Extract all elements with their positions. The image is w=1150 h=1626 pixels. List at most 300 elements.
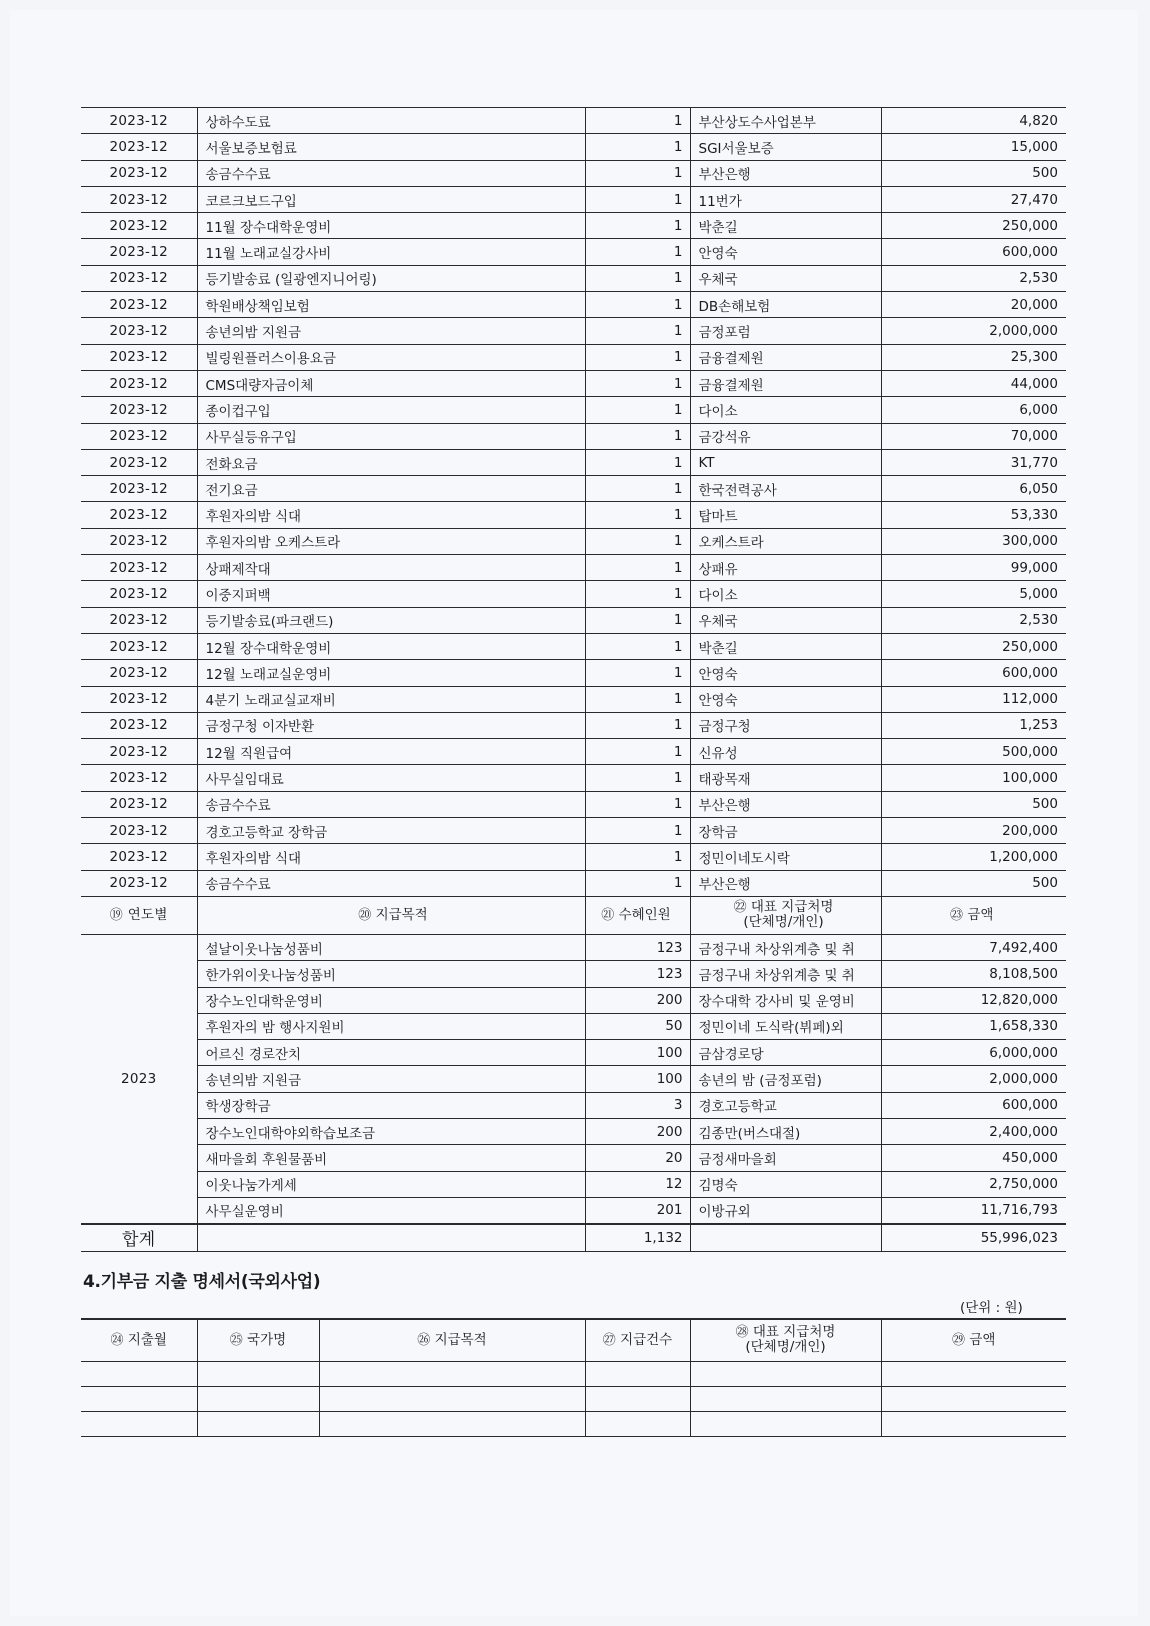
header-sublabel: (단체명/개인) — [743, 914, 824, 931]
purpose-cell: 송년의밤 지원금 — [197, 1066, 585, 1092]
table-row — [81, 791, 1066, 817]
table-row — [81, 476, 1066, 502]
date-cell: 2023-12 — [81, 397, 197, 423]
count-cell: 1 — [585, 239, 690, 265]
total-row — [81, 1224, 1066, 1252]
payee-cell: 금융결제원 — [690, 370, 881, 396]
purpose-cell: 11월 장수대학운영비 — [197, 213, 585, 239]
empty-cell — [81, 1386, 197, 1411]
purpose-cell: 등기발송료 (일광엔지니어링) — [197, 265, 585, 291]
payee-cell: 다이소 — [690, 397, 881, 423]
date-cell: 2023-12 — [81, 423, 197, 449]
count-cell: 1 — [585, 344, 690, 370]
header-number: ㉗ — [602, 1332, 616, 1348]
purpose-cell: 12월 장수대학운영비 — [197, 633, 585, 659]
count-cell: 1 — [585, 660, 690, 686]
overseas-expenditure-table — [81, 1318, 1066, 1437]
amount-cell: 450,000 — [881, 1145, 1066, 1171]
date-cell: 2023-12 — [81, 108, 197, 134]
table-row — [81, 961, 1066, 987]
empty-cell — [81, 1361, 197, 1386]
date-cell: 2023-12 — [81, 318, 197, 344]
amount-cell: 600,000 — [881, 1092, 1066, 1118]
payee-cell: 신유성 — [690, 739, 881, 765]
date-cell: 2023-12 — [81, 791, 197, 817]
table-row — [81, 370, 1066, 396]
header-label: 금액 — [969, 1331, 996, 1348]
empty-row — [81, 1411, 1066, 1436]
amount-cell: 1,253 — [881, 712, 1066, 738]
overseas-header-cell — [81, 1319, 197, 1361]
overseas-header-cell — [690, 1319, 881, 1361]
table-row — [81, 1118, 1066, 1144]
purpose-cell: 송금수수료 — [197, 870, 585, 896]
payee-cell: 김종만(버스대절) — [690, 1118, 881, 1144]
date-cell: 2023-12 — [81, 344, 197, 370]
header-label: 지출월 — [127, 1331, 167, 1348]
table-row — [81, 712, 1066, 738]
count-cell: 1 — [585, 844, 690, 870]
count-cell: 1 — [585, 555, 690, 581]
date-cell: 2023-12 — [81, 660, 197, 686]
header-number: ㉖ — [417, 1332, 431, 1348]
amount-cell: 6,000,000 — [881, 1040, 1066, 1066]
date-cell: 2023-12 — [81, 370, 197, 396]
payee-cell: 송년의 밤 (금정포럼) — [690, 1066, 881, 1092]
count-cell: 1 — [585, 370, 690, 396]
payee-cell: 오케스트라 — [690, 528, 881, 554]
header-label: 금액 — [967, 906, 994, 923]
amount-cell: 2,530 — [881, 265, 1066, 291]
empty-cell — [690, 1411, 881, 1436]
amount-cell: 4,820 — [881, 108, 1066, 134]
count-cell: 1 — [585, 712, 690, 738]
header-label: 연도별 — [127, 906, 168, 923]
table-row — [81, 1040, 1066, 1066]
header-label: 대표 지급처명 — [750, 899, 834, 916]
amount-cell: 6,000 — [881, 397, 1066, 423]
purpose-cell: 12월 노래교실운영비 — [197, 660, 585, 686]
date-cell: 2023-12 — [81, 449, 197, 475]
table-row — [81, 870, 1066, 896]
table-row — [81, 581, 1066, 607]
count-cell: 1 — [585, 397, 690, 423]
date-cell: 2023-12 — [81, 186, 197, 212]
payee-cell: 금정구청 — [690, 712, 881, 738]
empty-cell — [881, 1411, 1066, 1436]
payee-cell: 다이소 — [690, 581, 881, 607]
header-recipients — [585, 896, 690, 934]
amount-cell: 31,770 — [881, 449, 1066, 475]
payee-cell: 정민이네도시락 — [690, 844, 881, 870]
purpose-cell: 한가위이웃나눔성품비 — [197, 961, 585, 987]
empty-cell — [690, 1386, 881, 1411]
amount-cell: 500 — [881, 160, 1066, 186]
header-sublabel: (단체명/개인) — [745, 1339, 826, 1356]
payee-cell: 금강석유 — [690, 423, 881, 449]
payee-cell: 금정구내 차상위계층 및 취 — [690, 934, 881, 960]
purpose-cell: 금정구청 이자반환 — [197, 712, 585, 738]
amount-cell: 500,000 — [881, 739, 1066, 765]
amount-cell: 250,000 — [881, 213, 1066, 239]
table-row — [81, 660, 1066, 686]
payee-cell: 11번가 — [690, 186, 881, 212]
recipients-cell: 123 — [585, 934, 690, 960]
amount-cell: 1,658,330 — [881, 1013, 1066, 1039]
amount-cell: 2,000,000 — [881, 318, 1066, 344]
purpose-cell: 학원배상책임보험 — [197, 292, 585, 318]
payee-cell: 금정구내 차상위계층 및 취 — [690, 961, 881, 987]
table-row — [81, 397, 1066, 423]
amount-cell: 100,000 — [881, 765, 1066, 791]
date-cell: 2023-12 — [81, 555, 197, 581]
amount-cell: 2,530 — [881, 607, 1066, 633]
recipients-cell: 100 — [585, 1040, 690, 1066]
amount-cell: 8,108,500 — [881, 961, 1066, 987]
purpose-cell: 학생장학금 — [197, 1092, 585, 1118]
payee-cell: 안영숙 — [690, 686, 881, 712]
header-number: ㉔ — [110, 1332, 124, 1348]
purpose-cell: 상하수도료 — [197, 108, 585, 134]
count-cell: 1 — [585, 449, 690, 475]
header-label: 지급목적 — [375, 906, 428, 923]
amount-cell: 2,750,000 — [881, 1171, 1066, 1197]
date-cell: 2023-12 — [81, 265, 197, 291]
date-cell: 2023-12 — [81, 739, 197, 765]
count-cell: 1 — [585, 108, 690, 134]
table-row — [81, 844, 1066, 870]
purpose-cell: 4분기 노래교실교재비 — [197, 686, 585, 712]
purpose-cell: 이중지퍼백 — [197, 581, 585, 607]
purpose-cell: 서울보증보험료 — [197, 134, 585, 160]
table-row — [81, 633, 1066, 659]
header-number: ㉓ — [950, 907, 964, 923]
table-row — [81, 555, 1066, 581]
date-cell: 2023-12 — [81, 633, 197, 659]
recipients-cell: 200 — [585, 987, 690, 1013]
payee-cell: 태광목재 — [690, 765, 881, 791]
table-row — [81, 265, 1066, 291]
payee-cell: 부산상도수사업본부 — [690, 108, 881, 134]
payee-cell: 장수대학 강사비 및 운영비 — [690, 987, 881, 1013]
header-number: ㉕ — [229, 1332, 243, 1348]
overseas-header-cell — [319, 1319, 585, 1361]
purpose-cell: 전기요금 — [197, 476, 585, 502]
unit-note: (단위 : 원) — [960, 1300, 1023, 1316]
payee-cell: 금융결제원 — [690, 344, 881, 370]
purpose-cell: 12월 직원급여 — [197, 739, 585, 765]
purpose-cell: 전화요금 — [197, 449, 585, 475]
table-row — [81, 134, 1066, 160]
header-label: 국가명 — [247, 1331, 287, 1348]
table-row — [81, 1013, 1066, 1039]
amount-cell: 300,000 — [881, 528, 1066, 554]
table-row — [81, 239, 1066, 265]
section-title: 4.기부금 지출 명세서(국외사업) — [83, 1272, 321, 1292]
date-cell: 2023-12 — [81, 213, 197, 239]
date-cell: 2023-12 — [81, 528, 197, 554]
date-cell: 2023-12 — [81, 686, 197, 712]
purpose-cell: 후원자의밤 오케스트라 — [197, 528, 585, 554]
purpose-cell: 종이컵구입 — [197, 397, 585, 423]
count-cell: 1 — [585, 528, 690, 554]
table-row — [81, 739, 1066, 765]
table-row — [81, 449, 1066, 475]
header-amount — [881, 896, 1066, 934]
table-row — [81, 160, 1066, 186]
purpose-cell: 빌링원플러스이용요금 — [197, 344, 585, 370]
payee-cell: 박춘길 — [690, 213, 881, 239]
table-row — [81, 934, 1066, 960]
purpose-cell: 송금수수료 — [197, 160, 585, 186]
amount-cell: 250,000 — [881, 633, 1066, 659]
header-label: 수혜인원 — [618, 906, 671, 923]
amount-cell: 70,000 — [881, 423, 1066, 449]
count-cell: 1 — [585, 870, 690, 896]
recipients-cell: 50 — [585, 1013, 690, 1039]
date-cell: 2023-12 — [81, 818, 197, 844]
payee-cell: SGI서울보증 — [690, 134, 881, 160]
table-row — [81, 186, 1066, 212]
recipients-cell: 100 — [585, 1066, 690, 1092]
table-row — [81, 1145, 1066, 1171]
year-cell: 2023 — [81, 934, 197, 1223]
count-cell: 1 — [585, 818, 690, 844]
total-recipients: 1,132 — [585, 1224, 690, 1252]
purpose-cell: 코르크보드구입 — [197, 186, 585, 212]
payee-cell: 우체국 — [690, 607, 881, 633]
count-cell: 1 — [585, 292, 690, 318]
count-cell: 1 — [585, 213, 690, 239]
expenditure-table — [81, 107, 1066, 1252]
amount-cell: 1,200,000 — [881, 844, 1066, 870]
count-cell: 1 — [585, 318, 690, 344]
empty-row — [81, 1361, 1066, 1386]
amount-cell: 200,000 — [881, 818, 1066, 844]
amount-cell: 500 — [881, 870, 1066, 896]
empty-cell — [881, 1361, 1066, 1386]
empty-cell — [585, 1411, 690, 1436]
payee-cell: 장학금 — [690, 818, 881, 844]
empty-cell — [319, 1386, 585, 1411]
empty-cell — [81, 1411, 197, 1436]
header-label: 대표 지급처명 — [752, 1324, 836, 1341]
amount-cell: 112,000 — [881, 686, 1066, 712]
table-row — [81, 292, 1066, 318]
table-row — [81, 686, 1066, 712]
empty-cell — [585, 1361, 690, 1386]
amount-cell: 600,000 — [881, 660, 1066, 686]
date-cell: 2023-12 — [81, 844, 197, 870]
payee-cell: 한국전력공사 — [690, 476, 881, 502]
empty-cell — [690, 1361, 881, 1386]
empty-cell — [197, 1411, 319, 1436]
recipients-cell: 201 — [585, 1197, 690, 1223]
amount-cell: 20,000 — [881, 292, 1066, 318]
date-cell: 2023-12 — [81, 502, 197, 528]
amount-cell: 53,330 — [881, 502, 1066, 528]
empty-cell — [319, 1361, 585, 1386]
table-row — [81, 1197, 1066, 1223]
header-number: ㉙ — [952, 1332, 966, 1348]
date-cell: 2023-12 — [81, 160, 197, 186]
payee-cell: 부산은행 — [690, 791, 881, 817]
total-empty — [690, 1224, 881, 1252]
payee-cell: 김명숙 — [690, 1171, 881, 1197]
recipients-cell: 12 — [585, 1171, 690, 1197]
table-row — [81, 1092, 1066, 1118]
date-cell: 2023-12 — [81, 765, 197, 791]
header-year — [81, 896, 197, 934]
table-row — [81, 1066, 1066, 1092]
amount-cell: 600,000 — [881, 239, 1066, 265]
purpose-cell: 후원자의 밤 행사지원비 — [197, 1013, 585, 1039]
count-cell: 1 — [585, 186, 690, 212]
purpose-cell: CMS대량자금이체 — [197, 370, 585, 396]
count-cell: 1 — [585, 502, 690, 528]
purpose-cell: 상패제작대 — [197, 555, 585, 581]
table-row — [81, 1171, 1066, 1197]
payee-cell: 상패유 — [690, 555, 881, 581]
header-number: ㉘ — [735, 1325, 749, 1341]
purpose-cell: 등기발송료(파크랜드) — [197, 607, 585, 633]
table-row — [81, 818, 1066, 844]
amount-cell: 25,300 — [881, 344, 1066, 370]
purpose-cell: 사무실임대료 — [197, 765, 585, 791]
payee-cell: 정민이네 도식락(뷔페)외 — [690, 1013, 881, 1039]
total-label: 합계 — [81, 1224, 197, 1252]
purpose-cell: 11월 노래교실강사비 — [197, 239, 585, 265]
payee-cell: 금정새마을회 — [690, 1145, 881, 1171]
annual-header-row — [81, 896, 1066, 934]
purpose-cell: 사무실등유구입 — [197, 423, 585, 449]
table-row — [81, 528, 1066, 554]
date-cell: 2023-12 — [81, 607, 197, 633]
empty-cell — [197, 1386, 319, 1411]
table-row — [81, 318, 1066, 344]
table-row — [81, 607, 1066, 633]
payee-cell: 우체국 — [690, 265, 881, 291]
count-cell: 1 — [585, 607, 690, 633]
amount-cell: 2,400,000 — [881, 1118, 1066, 1144]
overseas-header-row — [81, 1319, 1066, 1361]
purpose-cell: 장수노인대학야외학습보조금 — [197, 1118, 585, 1144]
count-cell: 1 — [585, 633, 690, 659]
total-amount: 55,996,023 — [881, 1224, 1066, 1252]
payee-cell: DB손해보험 — [690, 292, 881, 318]
table-row — [81, 502, 1066, 528]
payee-cell: 금삼경로당 — [690, 1040, 881, 1066]
payee-cell: 경호고등학교 — [690, 1092, 881, 1118]
purpose-cell: 설날이웃나눔성품비 — [197, 934, 585, 960]
purpose-cell: 후원자의밤 식대 — [197, 502, 585, 528]
amount-cell: 27,470 — [881, 186, 1066, 212]
purpose-cell: 후원자의밤 식대 — [197, 844, 585, 870]
header-label: 지급목적 — [434, 1331, 487, 1348]
table-row — [81, 344, 1066, 370]
recipients-cell: 3 — [585, 1092, 690, 1118]
purpose-cell: 사무실운영비 — [197, 1197, 585, 1223]
payee-cell: 박춘길 — [690, 633, 881, 659]
count-cell: 1 — [585, 476, 690, 502]
date-cell: 2023-12 — [81, 581, 197, 607]
date-cell: 2023-12 — [81, 134, 197, 160]
payee-cell: KT — [690, 449, 881, 475]
amount-cell: 5,000 — [881, 581, 1066, 607]
table-row — [81, 108, 1066, 134]
payee-cell: 이방규외 — [690, 1197, 881, 1223]
table-row — [81, 987, 1066, 1013]
recipients-cell: 123 — [585, 961, 690, 987]
count-cell: 1 — [585, 265, 690, 291]
payee-cell: 부산은행 — [690, 870, 881, 896]
count-cell: 1 — [585, 765, 690, 791]
payee-cell: 안영숙 — [690, 239, 881, 265]
empty-cell — [197, 1361, 319, 1386]
table-row — [81, 213, 1066, 239]
header-number: ⑲ — [109, 907, 124, 923]
overseas-header-cell — [881, 1319, 1066, 1361]
header-number: ㉑ — [601, 907, 615, 923]
total-empty — [197, 1224, 585, 1252]
count-cell: 1 — [585, 791, 690, 817]
overseas-header-cell — [585, 1319, 690, 1361]
header-number: ⑳ — [358, 907, 372, 923]
header-number: ㉒ — [733, 900, 747, 916]
purpose-cell: 송년의밤 지원금 — [197, 318, 585, 344]
overseas-header-cell — [197, 1319, 319, 1361]
count-cell: 1 — [585, 581, 690, 607]
amount-cell: 15,000 — [881, 134, 1066, 160]
date-cell: 2023-12 — [81, 292, 197, 318]
payee-cell: 부산은행 — [690, 160, 881, 186]
count-cell: 1 — [585, 423, 690, 449]
count-cell: 1 — [585, 160, 690, 186]
count-cell: 1 — [585, 686, 690, 712]
empty-cell — [585, 1386, 690, 1411]
empty-row — [81, 1386, 1066, 1411]
amount-cell: 500 — [881, 791, 1066, 817]
date-cell: 2023-12 — [81, 239, 197, 265]
header-purpose — [197, 896, 585, 934]
empty-cell — [881, 1386, 1066, 1411]
payee-cell: 금정포럼 — [690, 318, 881, 344]
amount-cell: 2,000,000 — [881, 1066, 1066, 1092]
date-cell: 2023-12 — [81, 476, 197, 502]
date-cell: 2023-12 — [81, 870, 197, 896]
purpose-cell: 새마을회 후원물품비 — [197, 1145, 585, 1171]
empty-cell — [319, 1411, 585, 1436]
purpose-cell: 송금수수료 — [197, 791, 585, 817]
amount-cell: 44,000 — [881, 370, 1066, 396]
purpose-cell: 장수노인대학운영비 — [197, 987, 585, 1013]
payee-cell: 안영숙 — [690, 660, 881, 686]
amount-cell: 7,492,400 — [881, 934, 1066, 960]
header-payee — [690, 896, 881, 934]
count-cell: 1 — [585, 134, 690, 160]
amount-cell: 6,050 — [881, 476, 1066, 502]
payee-cell: 탑마트 — [690, 502, 881, 528]
recipients-cell: 200 — [585, 1118, 690, 1144]
table-row — [81, 765, 1066, 791]
purpose-cell: 이웃나눔가게세 — [197, 1171, 585, 1197]
count-cell: 1 — [585, 739, 690, 765]
recipients-cell: 20 — [585, 1145, 690, 1171]
purpose-cell: 경호고등학교 장학금 — [197, 818, 585, 844]
purpose-cell: 어르신 경로잔치 — [197, 1040, 585, 1066]
date-cell: 2023-12 — [81, 712, 197, 738]
table-row — [81, 423, 1066, 449]
